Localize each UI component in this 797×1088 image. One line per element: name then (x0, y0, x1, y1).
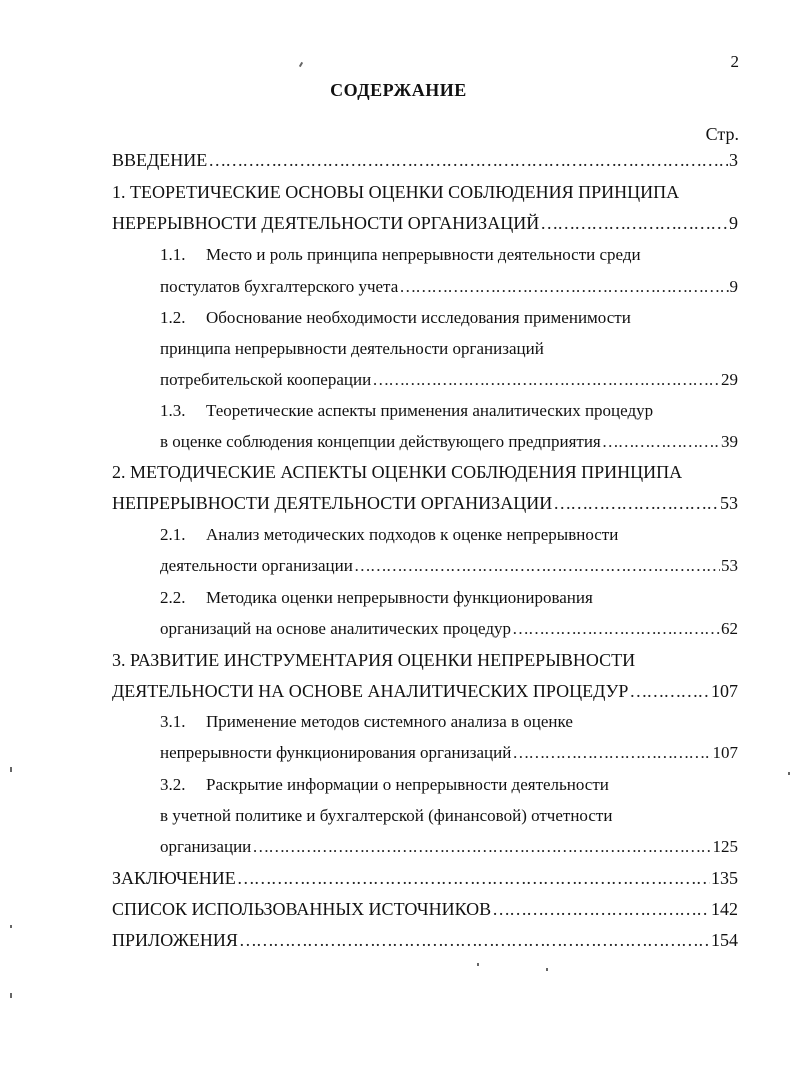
toc-entry-text: НЕРЕРЫВНОСТИ ДЕЯТЕЛЬНОСТИ ОРГАНИЗАЦИЙ (112, 213, 540, 233)
toc-section-3-1-line2[interactable] (160, 743, 738, 773)
scan-speck (477, 963, 479, 966)
scan-speck (546, 968, 548, 971)
toc-chapter-1-line1[interactable] (112, 182, 738, 212)
toc-section-2-2-line1[interactable] (160, 588, 738, 618)
section-number: 1.1. (160, 245, 186, 264)
toc-entry-text: в учетной политике и бухгалтерской (финансовой) отчетности (160, 806, 613, 825)
toc-entry-page: 107 (712, 743, 738, 762)
toc-entry-text: организаций на основе аналитических процедур (160, 619, 511, 638)
section-number: 2.1. (160, 525, 186, 544)
toc-entry-appendices[interactable] (112, 930, 738, 960)
toc-section-3-2-line2[interactable] (160, 806, 738, 836)
leader-dots (553, 493, 719, 514)
toc-section-1-1-line2[interactable] (160, 277, 738, 307)
toc-section-3-2-line1[interactable] (160, 775, 738, 805)
toc-entry-text: ЗАКЛЮЧЕНИЕ (112, 868, 236, 888)
toc-entry-text: ПРИЛОЖЕНИЯ (112, 930, 238, 950)
toc-entry-text: 3. РАЗВИТИЕ ИНСТРУМЕНТАРИЯ ОЦЕНКИ НЕПРЕРЫВНОСТИ (112, 650, 636, 670)
scan-speck (10, 993, 12, 998)
leader-dots (602, 432, 720, 452)
leader-dots (354, 556, 720, 576)
page-number: 2 (730, 52, 739, 71)
toc-entry-page: 62 (721, 619, 738, 638)
toc-chapter-2-line1[interactable] (112, 462, 738, 492)
section-number: 1.3. (160, 401, 186, 420)
toc-entry-page: 53 (721, 556, 738, 575)
toc-entry-text: Анализ методических подходов к оценке непрерывности (206, 525, 619, 544)
toc-entry-text: Раскрытие информации о непрерывности деятельности (206, 775, 609, 794)
toc-entry-page: 125 (712, 837, 738, 856)
toc-title: СОДЕРЖАНИЕ (330, 80, 467, 100)
toc-entry-text: в оценке соблюдения концепции действующего предприятия (160, 432, 601, 451)
toc-entry-text: Применение методов системного анализа в оценке (206, 712, 573, 731)
toc-entry-page: 107 (711, 681, 738, 701)
toc-entry-text: НЕПРЕРЫВНОСТИ ДЕЯТЕЛЬНОСТИ ОРГАНИЗАЦИИ (112, 493, 553, 513)
toc-entry-intro[interactable] (112, 150, 738, 180)
toc-entry-page: 9 (729, 277, 738, 296)
toc-section-2-1-line1[interactable] (160, 525, 738, 555)
leader-dots (492, 899, 710, 920)
toc-entry-text: организации (160, 837, 252, 856)
toc-section-1-3-line2[interactable] (160, 432, 738, 462)
toc-section-1-2-line1[interactable] (160, 308, 738, 338)
toc-entry-page: 9 (729, 213, 738, 233)
section-number: 1.2. (160, 308, 186, 327)
toc-entry-references[interactable] (112, 899, 738, 929)
leader-dots (629, 681, 710, 702)
leader-dots (512, 743, 711, 763)
toc-entry-text: Методика оценки непрерывности функционирования (206, 588, 593, 607)
toc-section-1-3-line1[interactable] (160, 401, 738, 431)
scan-speck (10, 925, 12, 928)
scan-speck (299, 62, 303, 67)
toc-entry-page: 142 (711, 899, 738, 919)
toc-entry-page: 39 (721, 432, 738, 451)
leader-dots (372, 370, 720, 390)
page-column-label: Стр. (705, 124, 739, 144)
toc-entry-text: 2. МЕТОДИЧЕСКИЕ АСПЕКТЫ ОЦЕНКИ СОБЛЮДЕНИЯ ПРИНЦИПА (112, 462, 683, 482)
toc-section-3-2-line3[interactable] (160, 837, 738, 867)
toc-entry-page: 135 (711, 868, 738, 888)
toc-entry-page: 29 (721, 370, 738, 389)
toc-entry-text: 1. ТЕОРЕТИЧЕСКИЕ ОСНОВЫ ОЦЕНКИ СОБЛЮДЕНИЯ ПРИНЦИПА (112, 182, 680, 202)
toc-entry-conclusion[interactable] (112, 868, 738, 898)
toc-entry-page: 154 (711, 930, 738, 950)
section-number: 2.2. (160, 588, 186, 607)
leader-dots (208, 150, 728, 171)
toc-entry-text: принципа непрерывности деятельности организаций (160, 339, 544, 358)
toc-section-1-2-line2[interactable] (160, 339, 738, 369)
toc-section-1-1-line1[interactable] (160, 245, 738, 275)
toc-chapter-3-line2[interactable] (112, 681, 738, 711)
section-number: 3.2. (160, 775, 186, 794)
section-number: 3.1. (160, 712, 186, 731)
scan-speck (788, 772, 790, 775)
toc-entry-text: непрерывности функционирования организаций (160, 743, 512, 762)
toc-entry-text: ВВЕДЕНИЕ (112, 150, 208, 170)
toc-section-1-2-line3[interactable] (160, 370, 738, 400)
toc-entry-page: 3 (729, 150, 738, 170)
leader-dots (540, 213, 728, 234)
toc-entry-text: постулатов бухгалтерского учета (160, 277, 399, 296)
toc-entry-page: 53 (720, 493, 738, 513)
toc-entry-text: Теоретические аспекты применения аналитических процедур (206, 401, 654, 420)
toc-entry-text: деятельности организации (160, 556, 353, 575)
toc-entry-text: СПИСОК ИСПОЛЬЗОВАННЫХ ИСТОЧНИКОВ (112, 899, 492, 919)
leader-dots (252, 837, 711, 857)
toc-chapter-2-line2[interactable] (112, 493, 738, 523)
toc-entry-text: Обоснование необходимости исследования применимости (206, 308, 631, 327)
scan-speck (10, 767, 12, 772)
toc-entry-text: Место и роль принципа непрерывности деятельности среди (206, 245, 641, 264)
toc-section-2-2-line2[interactable] (160, 619, 738, 649)
leader-dots (239, 930, 710, 951)
toc-chapter-1-line2[interactable] (112, 213, 738, 243)
toc-chapter-3-line1[interactable] (112, 650, 738, 680)
toc-entry-text: ДЕЯТЕЛЬНОСТИ НА ОСНОВЕ АНАЛИТИЧЕСКИХ ПРОЦЕДУР (112, 681, 629, 701)
leader-dots (512, 619, 720, 639)
toc-section-3-1-line1[interactable] (160, 712, 738, 742)
leader-dots (237, 868, 710, 889)
toc-section-2-1-line2[interactable] (160, 556, 738, 586)
toc-entry-text: потребительской кооперации (160, 370, 372, 389)
leader-dots (399, 277, 728, 297)
